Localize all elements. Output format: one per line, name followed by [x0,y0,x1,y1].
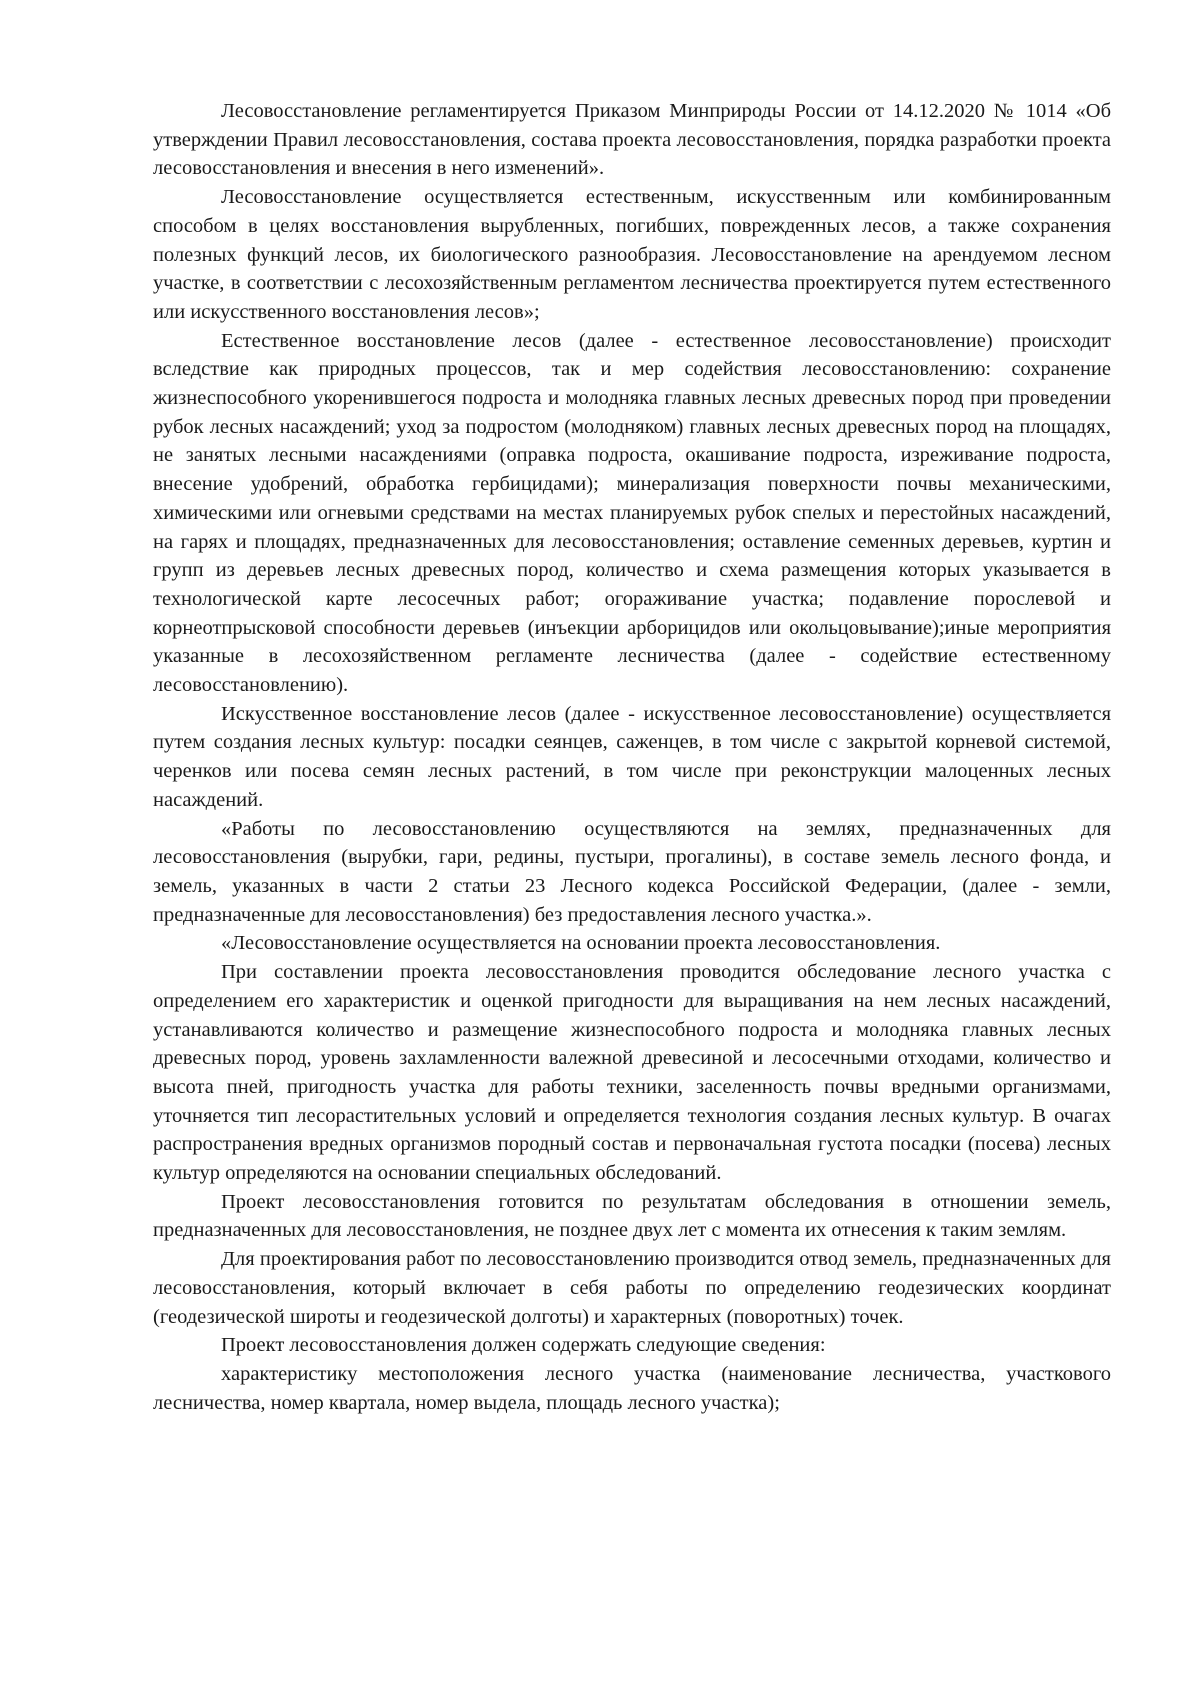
paragraph-survey: При составлении проекта лесовосстановления проводится обследование лесного участка с определением его характеристик и оценкой пригодности для выращивания на нем лесных насаждений, устанавливаются количество и размещение жизнеспособного подроста и молодняка главных лесных древесных пород, уровень захламленности валежной древесиной и лесосечными отходами, количество и высота пней, пригодность участка для работы техники, заселенность почвы вредными организмами, уточняется тип лесорастительных условий и определяется технология создания лесных культур. В очагах распространения вредных организмов породный состав и первоначальная густота посадки (посева) лесных культур определяются на основании специальных обследований. [153,961,1111,1185]
paragraph-land-allocation: Для проектирования работ по лесовосстановлению производится отвод земель, предназначенных для лесовосстановления, который включает в себя работы по определению геодезических координат (геодезической широты и геодезической долготы) и характерных (поворотных) точек. [153,1248,1111,1328]
paragraph-location-characteristics: характеристику местоположения лесного участка (наименование лесничества, участкового лесничества, номер квартала, номер выдела, площадь лесного участка); [153,1362,1111,1414]
paragraph-artificial-restoration: Искусственное восстановление лесов (далее - искусственное лесовосстановление) осуществляется путем создания лесных культур: посадки сеянцев, саженцев, в том числе с закрытой корневой системой, черенков или посева семян лесных растений, в том числе при реконструкции малоценных лесных насаждений. [153,702,1111,811]
paragraph-methods: Лесовосстановление осуществляется естественным, искусственным или комбинированным способом в целях восстановления вырубленных, погибших, поврежденных лесов, а также сохранения полезных функций лесов, их биологического разнообразия. Лесовосстановление на арендуемом лесном участке, в соответствии с лесохозяйственным регламентом лесничества проектируется путем естественного или искусственного восстановления лесов»; [153,186,1111,323]
paragraph-work-lands: «Работы по лесовосстановлению осуществляются на землях, предназначенных для лесовосстановления (вырубки, гари, редины, пустыри, прогалины), в составе земель лесного фонда, и земель, указанных в части 2 статьи 23 Лесного кодекса Российской Федерации, (далее - земли, предназначенные для лесовосстановления) без предоставления лесного участка.». [153,817,1111,926]
document-body [153,97,1111,1417]
paragraph-natural-restoration: Естественное восстановление лесов (далее - естественное лесовосстановление) происходит вследствие как природных процессов, так и мер содействия лесовосстановлению: сохранение жизнеспособного укоренившегося подроста и молодняка главных лесных древесных пород при проведении рубок лесных насаждений; уход за подростом (молодняком) главных лесных древесных пород на площадях, не занятых лесными насаждениями (оправка подроста, окашивание подроста, изреживание подроста, внесение удобрений, обработка гербицидами); минерализация поверхности почвы механическими, химическими или огневыми средствами на местах планируемых рубок спелых и перестойных насаждений, на гарях и площадях, предназначенных для лесовосстановления; оставление семенных деревьев, куртин и групп из деревьев лесных древесных пород, количество и схема размещения которых указывается в технологической карте лесосечных работ; огораживание участка; подавление порослевой и корнеотпрысковой способности деревьев (инъекции арборицидов или окольцовывание);иные мероприятия указанные в лесохозяйственном регламенте лесничества (далее - содействие естественному лесовосстановлению). [153,329,1111,697]
paragraph-project-basis: «Лесовосстановление осуществляется на основании проекта лесовосстановления. [221,932,941,955]
paragraph-regulation: Лесовосстановление регламентируется Приказом Минприроды России от 14.12.2020 № 1014 «Об утверждении Правил лесовосстановления, состава проекта лесовосстановления, порядка разработки проекта лесовосстановления и внесения в него изменений». [153,100,1111,180]
paragraph-project-contents: Проект лесовосстановления должен содержать следующие сведения: [221,1334,826,1357]
paragraph-project-timing: Проект лесовосстановления готовится по результатам обследования в отношении земель, предназначенных для лесовосстановления, не позднее двух лет с момента их отнесения к таким землям. [153,1190,1111,1242]
